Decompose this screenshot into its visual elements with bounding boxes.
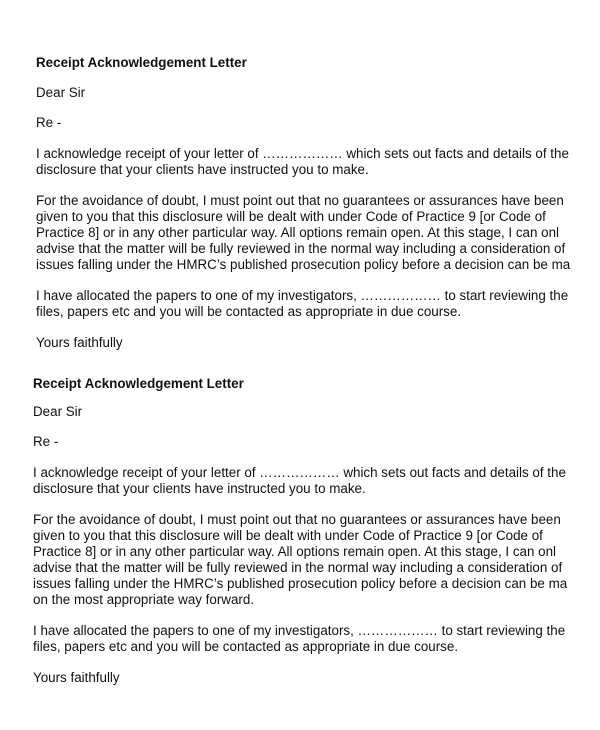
letter-closing: Yours faithfully [36,335,123,350]
letter-greeting: Dear Sir [33,404,83,419]
letter-paragraph-avoidance [33,512,567,608]
letter-paragraph-acknowledge [36,146,570,178]
text-line: Practice 8] or in any other particular way. All options remain open. At this stage, I can onl [33,544,557,559]
letter-re-line: Re - [33,434,59,449]
letter-greeting: Dear Sir [36,85,86,100]
text-line: For the avoidance of doubt, I must point out that no guarantees or assurances have been [33,512,561,527]
text-line: advise that the matter will be fully reviewed in the normal way including a consideration of [33,560,563,575]
text-line: I acknowledge receipt of your letter of ……………… which sets out facts and details of the [36,146,569,161]
letter-closing: Yours faithfully [33,670,120,685]
text-line: disclosure that your clients have instructed you to make. [36,162,369,177]
text-line: I have allocated the papers to one of my investigators, ……………… to start reviewing the [33,623,566,638]
letter-1 [36,55,570,351]
letter-title: Receipt Acknowledgement Letter [33,376,244,391]
text-line: given to you that this disclosure will be dealt with under Code of Practice 9 [or Code of [33,528,543,543]
text-line: on the most appropriate way forward. [33,592,255,607]
text-line: For the avoidance of doubt, I must point out that no guarantees or assurances have been [36,193,564,208]
text-line: advise that the matter will be fully reviewed in the normal way including a consideration of [36,241,566,256]
text-line: Practice 8] or in any other particular way. All options remain open. At this stage, I can onl [36,225,560,240]
letter-paragraph-allocation [33,623,567,655]
text-line: files, papers etc and you will be contacted as appropriate in due course. [33,639,459,654]
letter-title: Receipt Acknowledgement Letter [36,55,247,70]
letter-paragraph-avoidance [36,193,570,273]
text-line: I acknowledge receipt of your letter of ……………… which sets out facts and details of the [33,465,566,480]
letter-2 [33,376,567,686]
text-line: given to you that this disclosure will be dealt with under Code of Practice 9 [or Code of [36,209,546,224]
letter-paragraph-acknowledge [33,465,567,497]
text-line: files, papers etc and you will be contacted as appropriate in due course. [36,304,462,319]
letter-re-line: Re - [36,115,62,130]
text-line: issues falling under the HMRC’s published prosecution policy before a decision can be ma [36,257,571,272]
text-line: disclosure that your clients have instructed you to make. [33,481,366,496]
text-line: I have allocated the papers to one of my investigators, ……………… to start reviewing the [36,288,569,303]
letter-paragraph-allocation [36,288,570,320]
text-line: issues falling under the HMRC’s published prosecution policy before a decision can be ma [33,576,568,591]
